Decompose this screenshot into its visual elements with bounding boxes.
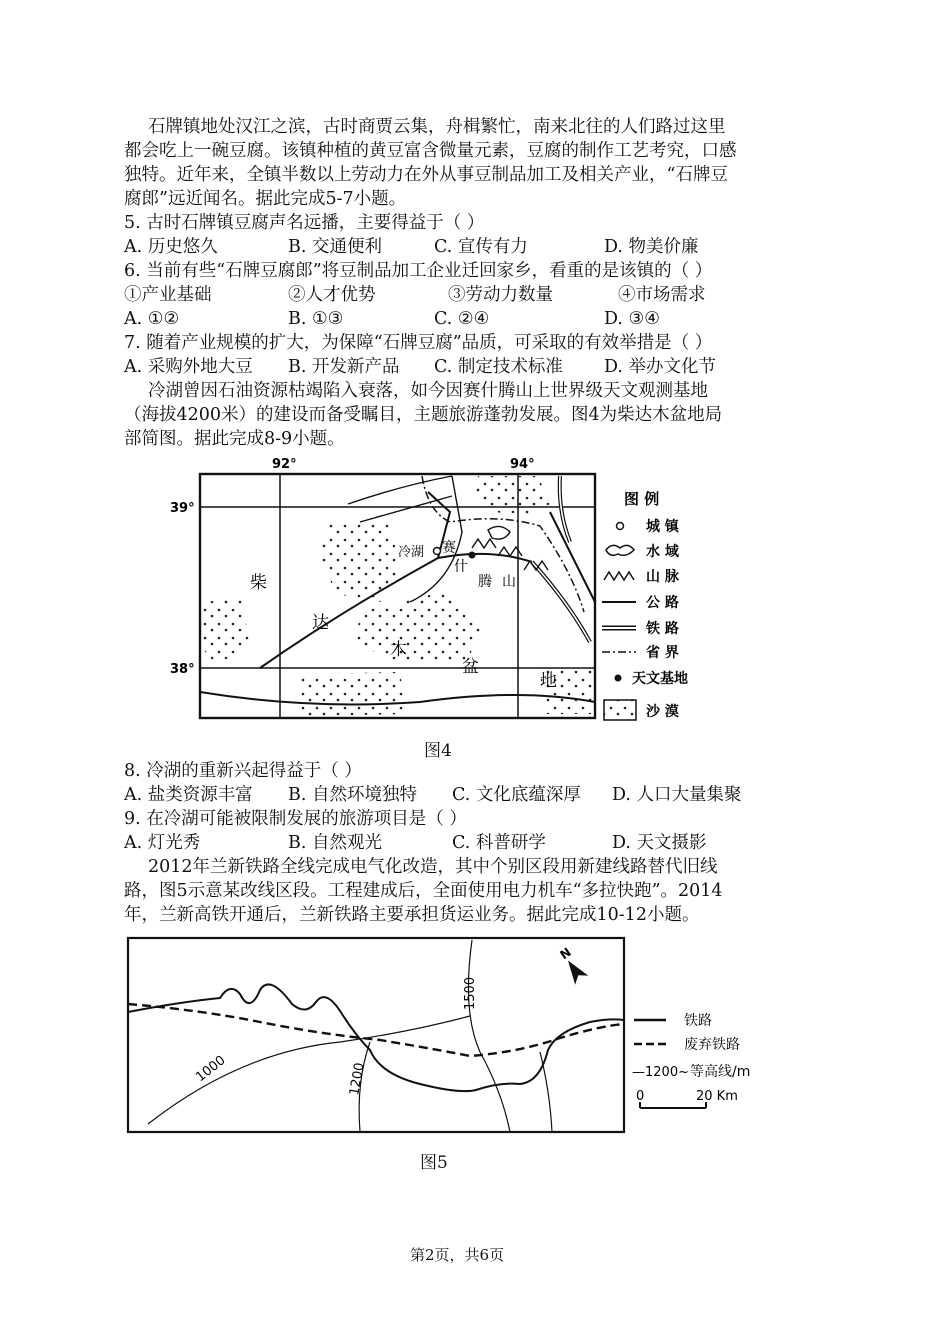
question-5-options xyxy=(124,236,699,258)
passage2-line3: 部简图。据此完成8-9小题。 xyxy=(124,429,345,449)
passage2-line1: 冷湖曾因石油资源枯竭陷入衰落，如今因赛什腾山上世界级天文观测基地 xyxy=(148,381,708,401)
q9-option-c[interactable]: C. 科普研学 xyxy=(452,833,546,853)
legend-railway: 铁 路 xyxy=(646,621,679,637)
lon-label-92: 92° xyxy=(272,457,297,472)
water-icon xyxy=(606,545,634,555)
question-5-stem: 5. 古时石牌镇豆腐声名远播，主要得益于（ ） xyxy=(124,213,485,233)
lat-label-38: 38° xyxy=(170,662,195,677)
legend-water: 水 域 xyxy=(646,544,679,560)
map-legend xyxy=(602,490,688,720)
q7-option-b[interactable]: B. 开发新产品 xyxy=(288,357,400,377)
passage3-line1: 2012年兰新铁路全线完成电气化改造，其中个别区段用新建线路替代旧线 xyxy=(148,857,718,877)
q5-option-c[interactable]: C. 宣传有力 xyxy=(434,237,528,257)
question-7-stem: 7. 随着产业规模的扩大，为保障“石牌豆腐”品质，可采取的有效举措是（ ） xyxy=(124,333,713,353)
scale-length: 20 Km xyxy=(696,1089,738,1104)
q6-item-3: ③劳动力数量 xyxy=(448,285,553,305)
legend-town: 城 镇 xyxy=(646,519,679,535)
q9-option-b[interactable]: B. 自然观光 xyxy=(288,833,382,853)
question-9-options xyxy=(124,832,707,854)
legend-contour-value: —1200~ xyxy=(632,1065,689,1080)
mountain-icon xyxy=(604,572,634,580)
town-marker xyxy=(434,548,441,555)
figure-4-map xyxy=(160,452,720,732)
passage1-line3: 独特。近年来，全镇半数以上劳动力在外从事豆制品加工及相关产业，“石牌豆 xyxy=(124,165,728,185)
page-footer: 第2页，共6页 xyxy=(410,1246,505,1264)
figure-4-caption: 图4 xyxy=(424,741,452,761)
basin-char: 木 xyxy=(390,640,407,660)
q5-option-d[interactable]: D. 物美价廉 xyxy=(604,237,699,257)
q6-item-1: ①产业基础 xyxy=(124,285,212,305)
lon-label-94: 94° xyxy=(510,457,535,472)
legend-desert: 沙 漠 xyxy=(646,704,679,720)
map5-legend xyxy=(632,1012,750,1108)
q5-option-b[interactable]: B. 交通便利 xyxy=(288,237,382,257)
mountain-char: 腾 xyxy=(478,574,492,590)
desert-icon xyxy=(604,700,636,720)
north-arrow-icon xyxy=(553,944,588,984)
basin-char: 柴 xyxy=(250,573,267,593)
passage3-line2: 路，图5示意某改线区段。工程建成后，全面使用电力机车“多拉快跑”。2014 xyxy=(124,881,723,901)
desert-area xyxy=(320,522,400,602)
passage1-line1: 石牌镇地处汉江之滨，古时商贾云集，舟楫繁忙，南来北往的人们路过这里 xyxy=(148,117,726,137)
north-label: N xyxy=(557,945,574,963)
q6-option-c[interactable]: C. ②④ xyxy=(434,309,490,329)
question-7-options xyxy=(124,356,716,378)
question-8-options xyxy=(124,784,742,806)
desert-area xyxy=(298,672,406,716)
figure-5-map xyxy=(120,932,770,1142)
lat-label-39: 39° xyxy=(170,501,195,516)
mountain-char: 赛 xyxy=(442,540,456,556)
question-6-items xyxy=(124,284,706,306)
legend-road: 公 路 xyxy=(646,595,679,611)
q6-option-d[interactable]: D. ③④ xyxy=(604,309,660,329)
question-6-options xyxy=(124,308,660,330)
legend-astronomy-base: 天文基地 xyxy=(632,671,688,687)
desert-area xyxy=(356,592,482,664)
q8-option-c[interactable]: C. 文化底蕴深厚 xyxy=(452,785,581,805)
basin-char: 地 xyxy=(540,671,557,691)
q6-item-4: ④市场需求 xyxy=(618,285,706,305)
scale-zero: 0 xyxy=(636,1089,645,1104)
q6-item-2: ②人才优势 xyxy=(288,285,376,305)
desert-area xyxy=(472,476,550,514)
q8-option-d[interactable]: D. 人口大量集聚 xyxy=(612,785,742,805)
q9-option-a[interactable]: A. 灯光秀 xyxy=(124,833,201,853)
q7-option-d[interactable]: D. 举办文化节 xyxy=(604,357,717,377)
legend-title: 图 例 xyxy=(624,490,660,508)
contour-label-1500: 1500 xyxy=(463,976,478,1010)
legend-abandoned-railway: 废弃铁路 xyxy=(684,1037,740,1053)
passage1-line2: 都会吃上一碗豆腐。该镇种植的黄豆富含微量元素，豆腐的制作工艺考究，口感 xyxy=(124,141,737,161)
town-label: 冷湖 xyxy=(398,545,425,560)
legend-border: 省 界 xyxy=(646,645,679,661)
figure-5-caption: 图5 xyxy=(420,1153,448,1173)
passage3-line3: 年，兰新高铁开通后，兰新铁路主要承担货运业务。据此完成10-12小题。 xyxy=(124,905,700,925)
basin-char: 盆 xyxy=(462,657,479,677)
question-8-stem: 8. 冷湖的重新兴起得益于（ ） xyxy=(124,761,362,781)
desert-area xyxy=(202,598,250,664)
astronomy-base-marker xyxy=(469,552,476,559)
legend-contour: 等高线/m xyxy=(690,1064,751,1080)
q7-option-c[interactable]: C. 制定技术标准 xyxy=(434,357,563,377)
q8-option-b[interactable]: B. 自然环境独特 xyxy=(288,785,417,805)
town-icon xyxy=(617,523,624,530)
q6-option-a[interactable]: A. ①② xyxy=(124,309,180,329)
passage1-line4: 腐郎”远近闻名。据此完成5-7小题。 xyxy=(124,189,407,209)
q6-option-b[interactable]: B. ①③ xyxy=(288,309,344,329)
basin-char: 达 xyxy=(312,613,329,633)
legend-railway: 铁路 xyxy=(684,1013,712,1029)
q5-option-a[interactable]: A. 历史悠久 xyxy=(124,237,218,257)
question-9-stem: 9. 在冷湖可能被限制发展的旅游项目是（ ） xyxy=(124,809,467,829)
contour-label-1000: 1000 xyxy=(193,1052,229,1086)
contour-label-1200: 1200 xyxy=(347,1061,368,1097)
q9-option-d[interactable]: D. 天文摄影 xyxy=(612,833,707,853)
astronomy-base-icon xyxy=(615,675,622,682)
question-6-stem: 6. 当前有些“石牌豆腐郎”将豆制品加工企业迁回家乡，看重的是该镇的（ ） xyxy=(124,261,713,281)
passage2-line2: （海拔4200米）的建设而备受瞩目，主题旅游蓬勃发展。图4为柴达木盆地局 xyxy=(124,405,723,425)
q7-option-a[interactable]: A. 采购外地大豆 xyxy=(124,357,253,377)
lake-icon xyxy=(488,526,510,539)
mountain-char: 山 xyxy=(502,574,516,590)
legend-mountain: 山 脉 xyxy=(646,569,679,585)
q8-option-a[interactable]: A. 盐类资源丰富 xyxy=(124,785,253,805)
mountain-char: 什 xyxy=(454,559,468,575)
